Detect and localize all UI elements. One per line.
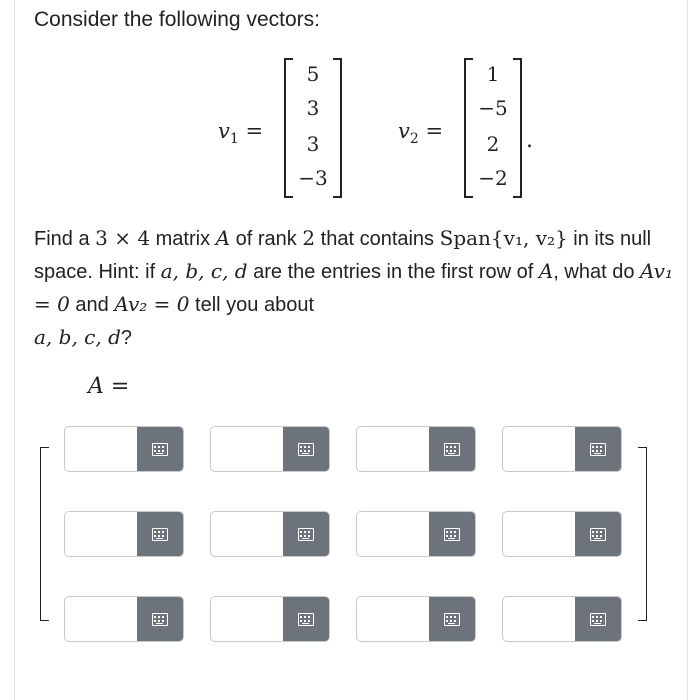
vector-v2 [464,58,522,198]
keyboard-button[interactable] [137,512,183,556]
keyboard-icon [590,443,606,456]
keyboard-icon [152,443,168,456]
keyboard-icon [298,613,314,626]
matrix-input-r1c4[interactable] [502,426,622,472]
question-text: Find a 3 × 4 matrix A of rank 2 that contains Span{v₁, v₂} in its null space. Hint: if a, b, c, d are the entries in the first row of A, what do Av₁ = 0 and Av₂ = 0 tell you about a, b, c, d? [34,226,673,349]
keyboard-button[interactable] [283,427,329,471]
matrix-input-r3c2[interactable] [210,596,330,642]
v1-entry: 3 [306,96,320,120]
matrix-label: A = [88,374,130,399]
period: . [526,128,533,153]
keyboard-icon [590,613,606,626]
keyboard-button[interactable] [137,597,183,641]
keyboard-button[interactable] [137,427,183,471]
keyboard-button[interactable] [283,512,329,556]
v2-entry: 2 [486,132,500,156]
keyboard-button[interactable] [429,512,475,556]
matrix-input-r2c4[interactable] [502,511,622,557]
keyboard-button[interactable] [575,597,621,641]
keyboard-icon [590,528,606,541]
keyboard-button[interactable] [429,597,475,641]
v1-entry: 5 [306,62,320,86]
v2-entry: −5 [478,96,508,120]
v2-entry: −2 [478,166,508,190]
keyboard-button[interactable] [575,427,621,471]
v1-label: $v_1$ = [218,119,264,148]
prompt-text: Consider the following vectors: [34,8,320,31]
matrix-input-r2c1[interactable] [64,511,184,557]
keyboard-icon [444,443,460,456]
matrix-input-r2c3[interactable] [356,511,476,557]
v2-label: $v_2$ = [398,119,444,148]
matrix-input-r3c1[interactable] [64,596,184,642]
v1-entry: −3 [298,166,328,190]
keyboard-icon [444,528,460,541]
keyboard-button[interactable] [429,427,475,471]
vector-v1 [284,58,342,198]
matrix-right-bracket [638,447,647,621]
v2-entry: 1 [486,62,500,86]
matrix-input-r1c1[interactable] [64,426,184,472]
keyboard-icon [152,613,168,626]
matrix-input-r1c2[interactable] [210,426,330,472]
keyboard-icon [444,613,460,626]
keyboard-button[interactable] [575,512,621,556]
matrix-input-r2c2[interactable] [210,511,330,557]
v1-entry: 3 [306,132,320,156]
keyboard-icon [298,443,314,456]
matrix-input-r1c3[interactable] [356,426,476,472]
keyboard-icon [298,528,314,541]
keyboard-button[interactable] [283,597,329,641]
matrix-input-r3c3[interactable] [356,596,476,642]
matrix-left-bracket [40,447,49,621]
keyboard-icon [152,528,168,541]
matrix-input-r3c4[interactable] [502,596,622,642]
